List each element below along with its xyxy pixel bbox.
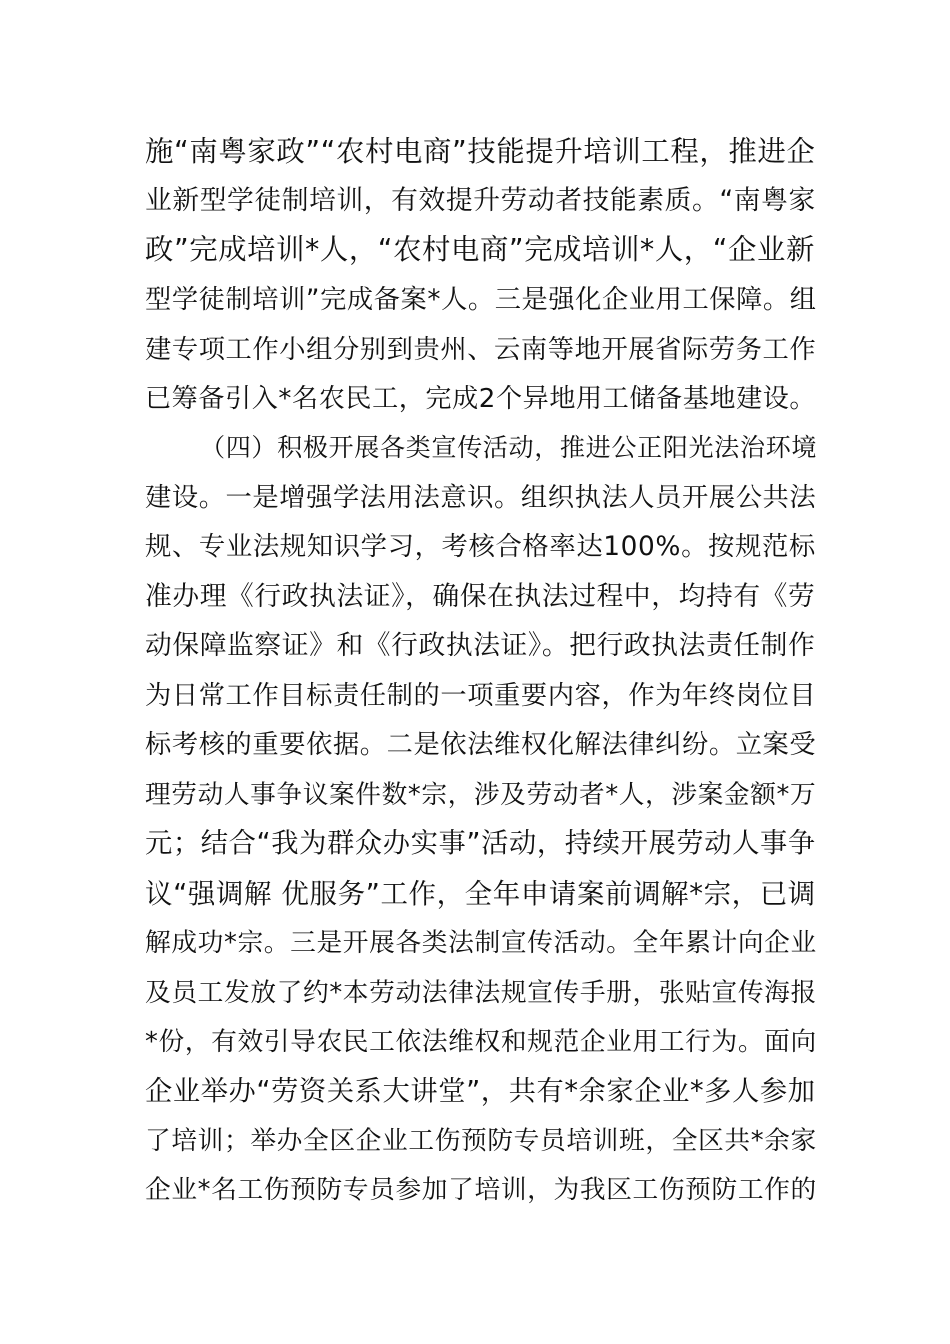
text-line: 建专项工作小组分别到贵州、云南等地开展省际劳务工作 (145, 335, 817, 365)
text-line: 企业举办“劳资关系大讲堂”，共有*余家企业*多人参加 (145, 1076, 816, 1107)
text-line: 动保障监察证》和《行政执法证》。把行政执法责任制作 (145, 630, 816, 661)
text-line: 了培训；举办全区企业工伤预防专员培训班，全区共*余家 (145, 1126, 817, 1156)
text-line: 型学徒制培训”完成备案*人。三是强化企业用工保障。组 (145, 285, 817, 315)
text-line: 已筹备引入*名农民工，完成2个异地用工储备基地建设。 (145, 384, 817, 414)
text-line: 规、专业法规知识学习，考核合格率达100%。按规范标 (145, 532, 816, 562)
text-line: 理劳动人事争议案件数*宗，涉及劳动者*人，涉案金额*万 (145, 780, 817, 810)
text-line: 元；结合“我为群众办实事”活动，持续开展劳动人事争 (145, 828, 816, 859)
text-line: 施“南粤家政”“农村电商”技能提升培训工程，推进企 (145, 135, 816, 168)
section-heading-line: （四）积极开展各类宣传活动，推进公正阳光法治环境 (200, 433, 818, 462)
text-line: 政”完成培训*人，“农村电商”完成培训*人，“企业新 (145, 233, 815, 266)
text-line: 建设。一是增强学法用法意识。组织执法人员开展公共法 (145, 483, 817, 513)
text-line: 议“强调解 优服务”工作，全年申请案前调解*宗，已调 (145, 878, 816, 910)
text-line: 为日常工作目标责任制的一项重要内容，作为年终岗位目 (145, 681, 817, 711)
text-line: *份，有效引导农民工依法维权和规范企业用工行为。面向 (145, 1027, 817, 1057)
text-line: 标考核的重要依据。二是依法维权化解法律纠纷。立案受 (145, 730, 817, 760)
text-line: 准办理《行政执法证》，确保在执法过程中，均持有《劳 (145, 581, 816, 612)
text-line: 企业*名工伤预防专员参加了培训，为我区工伤预防工作的 (145, 1175, 817, 1205)
text-line: 及员工发放了约*本劳动法律法规宣传手册，张贴宣传海报 (145, 978, 817, 1008)
text-line: 业新型学徒制培训，有效提升劳动者技能素质。“南粤家 (145, 185, 816, 216)
text-line: 解成功*宗。三是开展各类法制宣传活动。全年累计向企业 (145, 928, 817, 958)
